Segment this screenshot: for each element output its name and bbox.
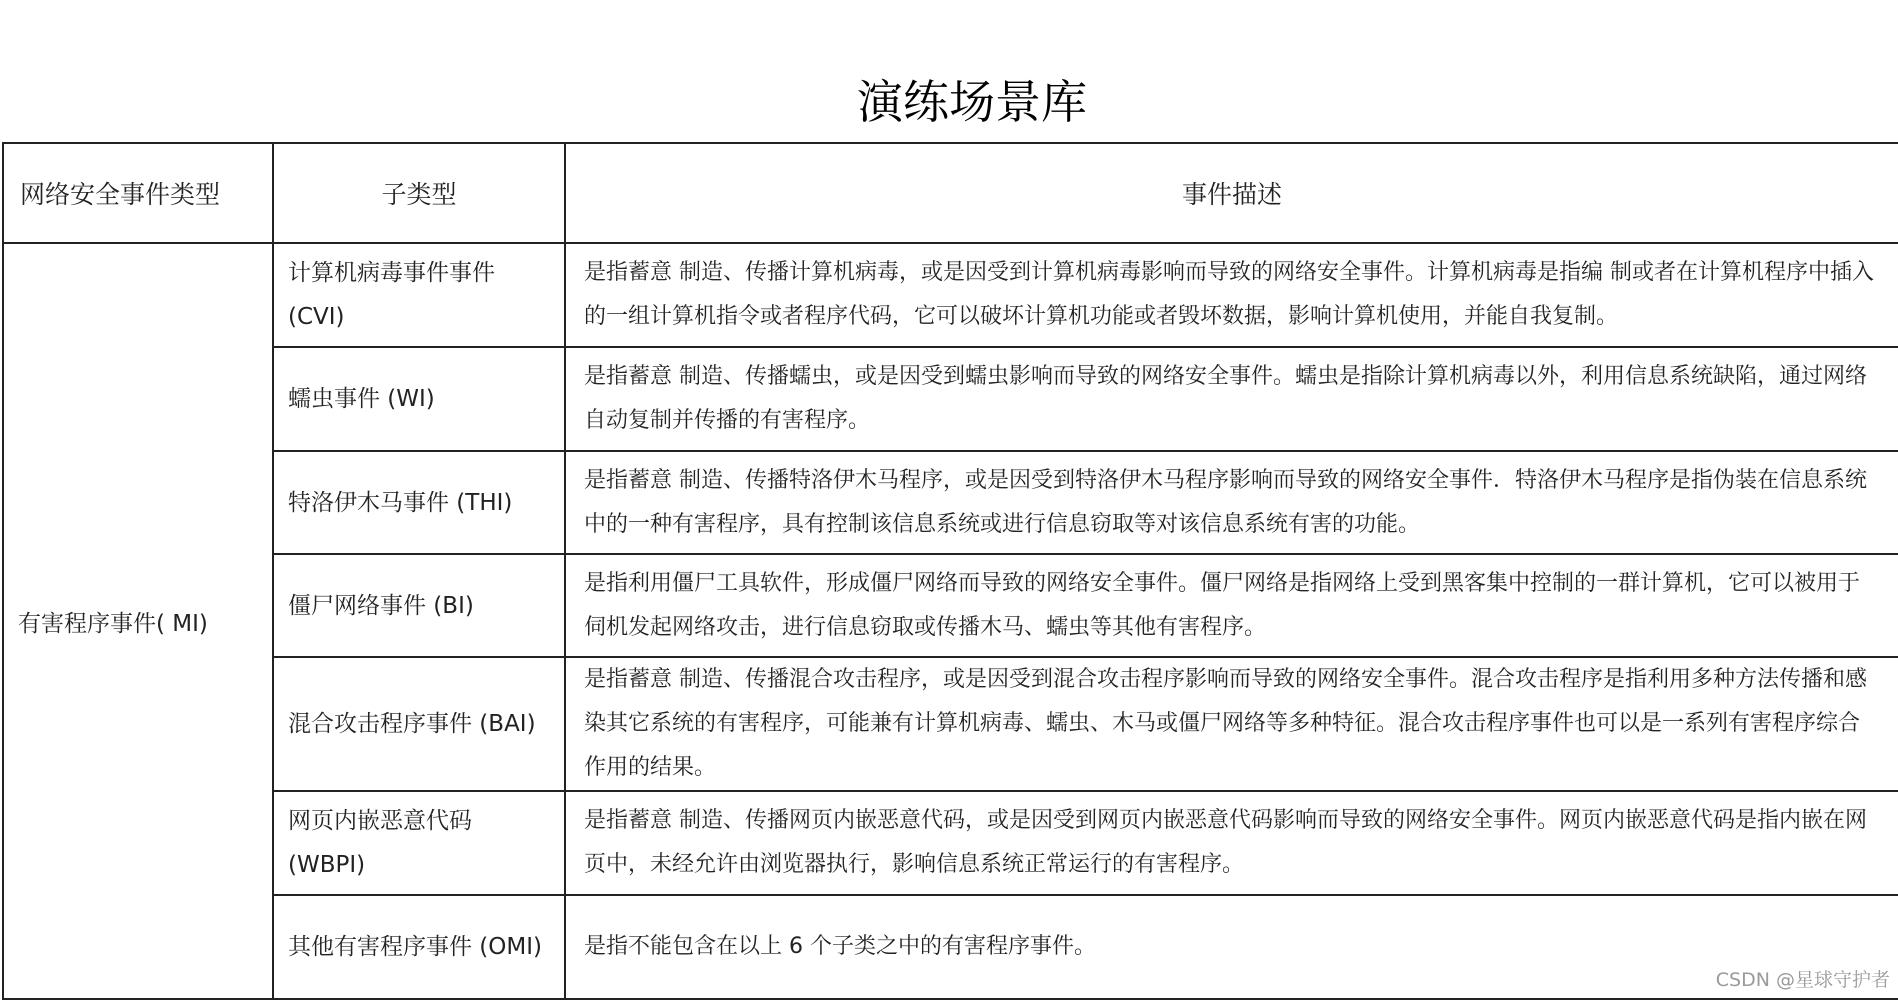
page-title: 演练场景库: [857, 75, 1087, 129]
subtype-cell: 计算机病毒事件事件 (CVI): [273, 243, 565, 347]
table-row: [3, 657, 1898, 791]
subtype-cell: 僵尸网络事件 (BI): [273, 554, 565, 657]
category-cell: 有害程序事件( MI): [3, 243, 273, 999]
header-subtype: 子类型: [273, 143, 565, 243]
table-row: [3, 243, 1898, 347]
header-description: 事件描述: [565, 143, 1898, 243]
description-cell: 是指蓄意 制造、传播网页内嵌恶意代码，或是因受到网页内嵌恶意代码影响而导致的网络安全事件。网页内嵌恶意代码是指内嵌在网页中，未经允许由浏览器执行，影响信息系统正常运行的有害程序。: [565, 791, 1898, 895]
table-row: [3, 791, 1898, 895]
table-row: [3, 347, 1898, 451]
description-cell: 是指蓄意 制造、传播蠕虫，或是因受到蠕虫影响而导致的网络安全事件。蠕虫是指除计算机病毒以外，利用信息系统缺陷，通过网络自动复制并传播的有害程序。: [565, 347, 1898, 451]
description-cell: 是指蓄意 制造、传播计算机病毒，或是因受到计算机病毒影响而导致的网络安全事件。计算机病毒是指编 制或者在计算机程序中插入的一组计算机指令或者程序代码，它可以破坏计算机功能或者毁坏数据，影响计算机使用，并能自我复制。: [565, 243, 1898, 347]
description-cell: 是指不能包含在以上 6 个子类之中的有害程序事件。: [565, 895, 1898, 999]
description-cell: 是指蓄意 制造、传播混合攻击程序，或是因受到混合攻击程序影响而导致的网络安全事件。混合攻击程序是指利用多种方法传播和感染其它系统的有害程序，可能兼有计算机病毒、蠕虫、木马或僵尸网络等多种特征。混合攻击程序事件也可以是一系列有害程序综合作用的结果。: [565, 657, 1898, 791]
subtype-cell: 特洛伊木马事件 (THI): [273, 451, 565, 554]
description-cell: 是指利用僵尸工具软件，形成僵尸网络而导致的网络安全事件。僵尸网络是指网络上受到黑客集中控制的一群计算机，它可以被用于伺机发起网络攻击，进行信息窃取或传播木马、蠕虫等其他有害程序。: [565, 554, 1898, 657]
table-row: [3, 895, 1898, 999]
scenario-table: [2, 142, 1898, 1000]
subtype-cell: 蠕虫事件 (WI): [273, 347, 565, 451]
table-header-row: [3, 143, 1898, 243]
subtype-cell: 网页内嵌恶意代码 (WBPI): [273, 791, 565, 895]
watermark: CSDN @星球守护者: [1715, 969, 1890, 991]
header-type: 网络安全事件类型: [3, 143, 273, 243]
table-row: [3, 451, 1898, 554]
subtype-cell: 混合攻击程序事件 (BAI): [273, 657, 565, 791]
subtype-cell: 其他有害程序事件 (OMI): [273, 895, 565, 999]
description-cell: 是指蓄意 制造、传播特洛伊木马程序，或是因受到特洛伊木马程序影响而导致的网络安全事件．特洛伊木马程序是指伪装在信息系统中的一种有害程序，具有控制该信息系统或进行信息窃取等对该信息系统有害的功能。: [565, 451, 1898, 554]
table-row: [3, 554, 1898, 657]
